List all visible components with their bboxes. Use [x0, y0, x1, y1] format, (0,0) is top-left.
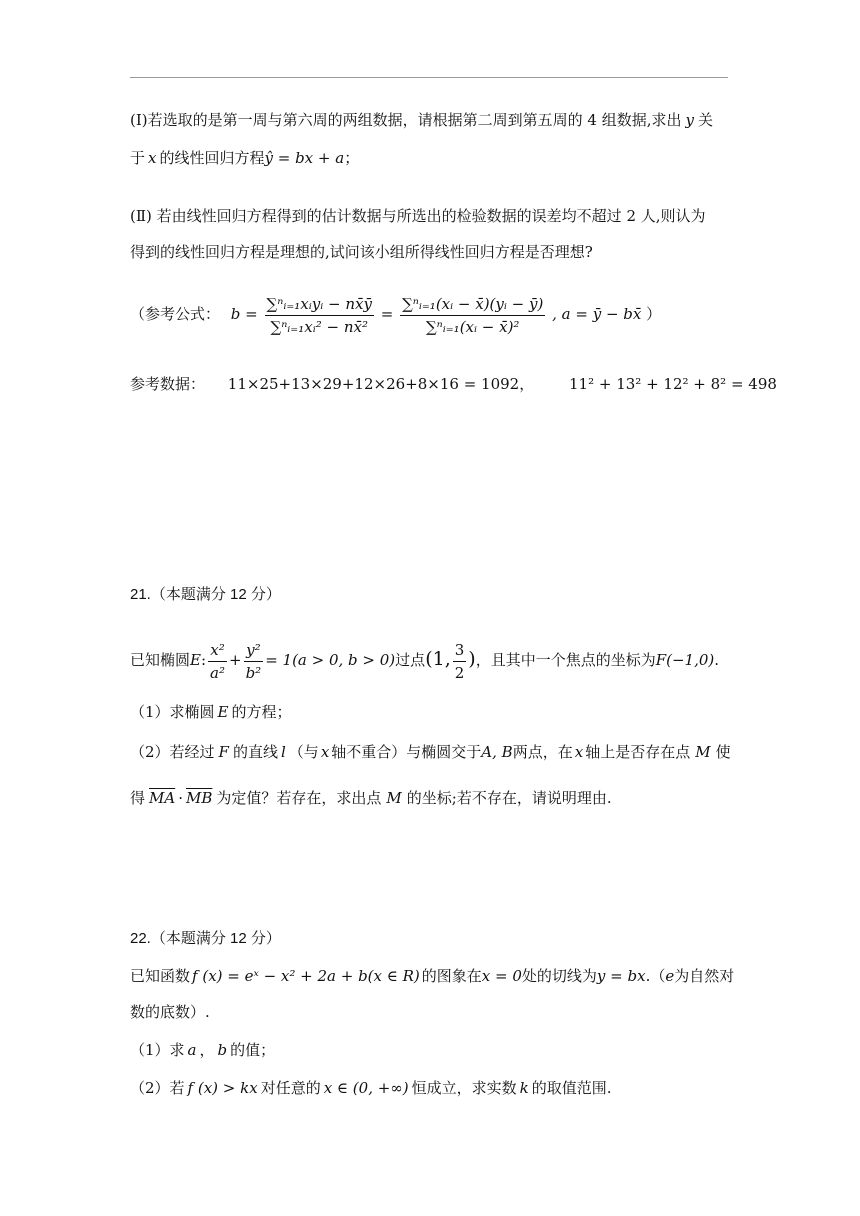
text: （与 — [288, 743, 319, 761]
text: ； — [344, 149, 360, 167]
text: 数的底数）. — [130, 1003, 210, 1021]
var-k: k — [519, 1079, 529, 1097]
text: (Ⅰ)若选取的是第一周与第六周的两组数据，请根据第二周到第五周的 4 组数据,求出 — [130, 111, 682, 129]
q20-part1-line1 — [130, 108, 713, 132]
text: . — [714, 651, 720, 669]
function-definition: f (x) = eˣ − x² + 2a + b(x ∈ R) — [192, 967, 420, 985]
text: .（ — [645, 967, 666, 985]
text: 过点 — [395, 651, 426, 669]
reference-data — [130, 372, 777, 396]
text: 使 — [715, 743, 731, 761]
data-label: 参考数据： — [130, 375, 206, 393]
tangent-line: y = bx — [596, 967, 646, 985]
text: （2）若 — [130, 1079, 185, 1097]
text: 的方程； — [231, 703, 292, 721]
fraction-2 — [400, 294, 545, 337]
text: (Ⅱ) 若由线性回归方程得到的估计数据与所选出的检验数据的误差均不超过 2 人,则认为 — [130, 207, 706, 225]
q22-stem-line1 — [130, 964, 734, 988]
var-e: e — [665, 967, 675, 985]
question-heading: 21.（本题满分 12 分） — [130, 586, 281, 603]
text: 的直线 — [232, 743, 278, 761]
point-close: ) — [468, 648, 476, 670]
text: 两点，在 — [512, 743, 573, 761]
text: 的值； — [230, 1041, 276, 1059]
fraction-1 — [265, 294, 374, 337]
focus-coordinate: F(−1,0) — [655, 651, 715, 669]
var-x: x — [148, 149, 157, 167]
point-open: (1, — [425, 648, 451, 670]
fraction-x-numerator: x² — [208, 640, 226, 662]
text: 得到的线性回归方程是理想的,试问该小组所得线性回归方程是否理想? — [130, 243, 593, 261]
vector-MA: $\overline{MA}$ — [149, 789, 176, 807]
reference-formula — [130, 292, 661, 340]
var-x: x — [574, 743, 584, 761]
fraction-1-denominator: ∑ⁿᵢ₌₁xᵢ² − nx̄² — [270, 317, 368, 336]
header-rule — [130, 77, 728, 78]
text: ，且其中一个焦点的坐标为 — [475, 651, 656, 669]
point-x0: x = 0 — [481, 967, 522, 985]
fraction-point — [453, 640, 467, 683]
text: 的图象在 — [421, 967, 482, 985]
fraction-x — [208, 640, 227, 683]
fraction-2-denominator: ∑ⁿᵢ₌₁(xᵢ − x̄)² — [425, 317, 520, 336]
q20-part2-line2 — [130, 240, 593, 264]
dot-product: · — [178, 789, 183, 807]
text: 为定值？若存在，求出点 — [216, 789, 382, 807]
points-AB: A, B — [481, 743, 513, 761]
var-a: a — [187, 1041, 197, 1059]
q22-part2 — [130, 1076, 612, 1100]
colon: : — [200, 651, 207, 669]
formula-b: b = — [230, 305, 258, 323]
fraction-y-numerator: y² — [244, 640, 263, 662]
fraction-y-denominator: b² — [245, 663, 262, 682]
text: 的坐标;若不存在，请说明理由. — [406, 789, 612, 807]
text: 已知椭圆 — [130, 651, 191, 669]
q22-stem-line2 — [130, 1000, 210, 1024]
text: ， — [199, 1041, 215, 1059]
fraction-y — [244, 640, 264, 683]
text: 已知函数 — [130, 967, 191, 985]
point-numerator: 3 — [453, 640, 467, 662]
data-expression-1: 11×25+13×29+12×26+8×16 = 1092， — [227, 375, 535, 393]
formula-a: , a = ȳ − bx̄ — [552, 305, 642, 323]
text: 轴不重合）与椭圆交于 — [331, 743, 482, 761]
q20-part1-line2 — [130, 146, 359, 170]
q21-part2-line1 — [130, 740, 731, 764]
text: （1）求 — [130, 1041, 185, 1059]
var-x: x — [320, 743, 330, 761]
text: 为自然对 — [674, 967, 735, 985]
q21-part2-line2 — [130, 786, 612, 810]
q21-part1 — [130, 700, 292, 724]
text: （2）若经过 — [130, 743, 215, 761]
text: 对任意的 — [260, 1079, 321, 1097]
var-E: E — [217, 703, 229, 721]
q20-part2-line1 — [130, 204, 706, 228]
regression-equation: ŷ = bx + a — [264, 149, 345, 167]
formula-label: （参考公式： — [130, 305, 221, 323]
var-y: y — [685, 111, 694, 129]
text: 得 — [130, 789, 146, 807]
text: 恒成立，求实数 — [411, 1079, 517, 1097]
text: 的取值范围. — [531, 1079, 612, 1097]
point-denominator: 2 — [454, 663, 465, 682]
var-F: F — [218, 743, 229, 761]
fraction-2-numerator: ∑ⁿᵢ₌₁(xᵢ − x̄)(yᵢ − ȳ) — [400, 294, 545, 316]
ellipse-condition: = 1(a > 0, b > 0) — [265, 651, 396, 669]
vector-MB: $\overline{MB}$ — [186, 789, 213, 807]
q22-part1 — [130, 1038, 275, 1062]
fraction-x-denominator: a² — [210, 663, 225, 682]
data-expression-2: 11² + 13² + 12² + 8² = 498 — [569, 375, 777, 393]
var-l: l — [280, 743, 286, 761]
text: 于 — [130, 149, 146, 167]
plus: + — [229, 651, 242, 669]
text: （1）求椭圆 — [130, 703, 215, 721]
equals-sign: = — [380, 305, 394, 323]
q22-heading — [130, 926, 281, 951]
inequality: f (x) > kx — [187, 1079, 258, 1097]
var-E: E — [190, 651, 201, 669]
fraction-1-numerator: ∑ⁿᵢ₌₁xᵢyᵢ − nx̄ȳ — [265, 294, 374, 316]
text: 轴上是否存在点 — [585, 743, 691, 761]
q21-heading — [130, 582, 281, 607]
question-heading: 22.（本题满分 12 分） — [130, 930, 281, 947]
text: 关 — [697, 111, 713, 129]
q21-stem — [130, 634, 719, 688]
text: 处的切线为 — [521, 967, 597, 985]
var-M: M — [386, 789, 402, 807]
domain: x ∈ (0, +∞) — [323, 1079, 409, 1097]
text: 的线性回归方程 — [159, 149, 265, 167]
formula-close: ） — [646, 305, 662, 323]
var-M: M — [695, 743, 711, 761]
var-b: b — [217, 1041, 228, 1059]
